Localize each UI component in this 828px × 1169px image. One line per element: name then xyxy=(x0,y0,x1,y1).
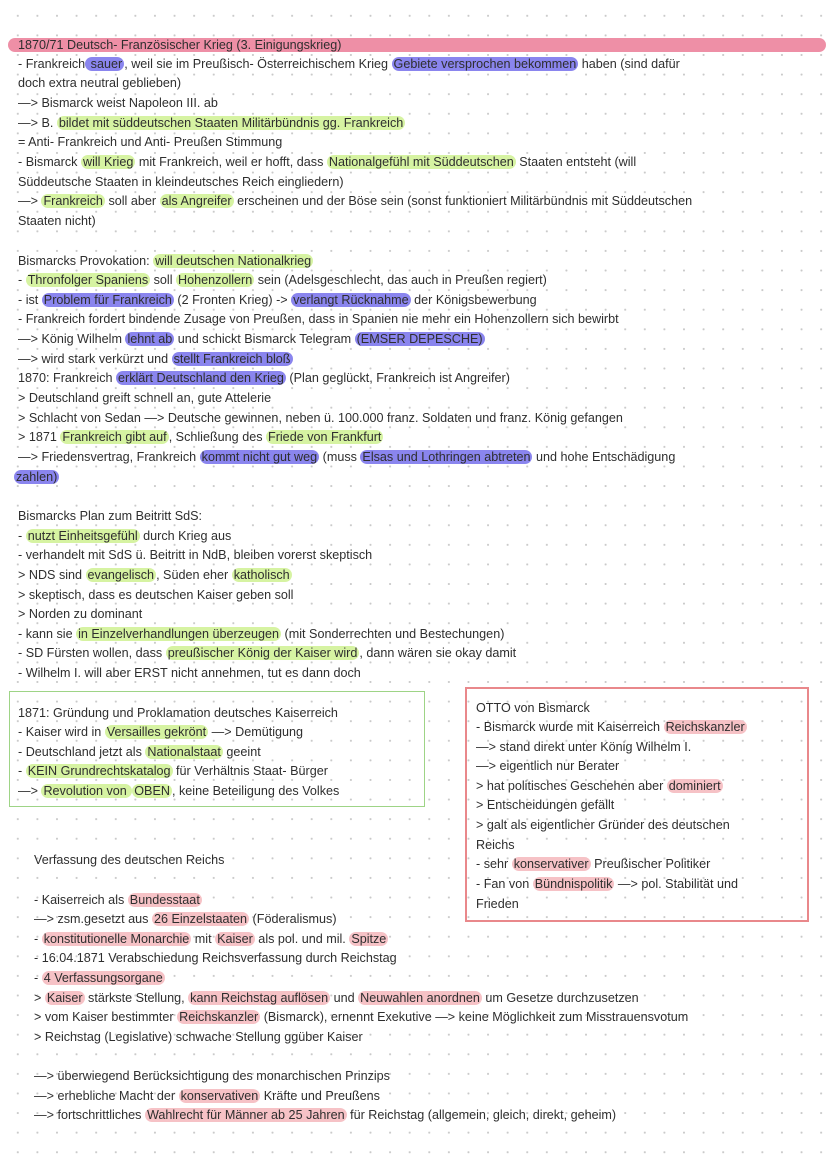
text-line: doch extra neutral geblieben) xyxy=(18,76,182,90)
text-line: > 1871 Frankreich gibt auf , Schließung des Friede von Frankfurt xyxy=(18,430,382,444)
text-line: > vom Kaiser bestimmter Reichskanzler (Bismarck), ernennt Exekutive —> keine Möglichkeit zum Misstrauensvotum xyxy=(34,1010,689,1024)
text-line: - Frankreich fordert bindende Zusage von Preußen, dass in Spanien nie mehr ein Hohenzollern sich bewirbt xyxy=(18,312,619,326)
text-line: Staaten nicht) xyxy=(18,214,96,228)
text-line: > skeptisch, dass es deutschen Kaiser geben soll xyxy=(18,588,294,602)
text-line: —> Frankreich soll aber als Angreifer erscheinen und der Böse sein (sonst funktioniert Militärbündnis mit Süddeutschen xyxy=(18,194,693,208)
text-line: 1870: Frankreich erklärt Deutschland den Krieg (Plan geglückt, Frankreich ist Angreifer) xyxy=(18,371,510,385)
box-title: 1871: Gründung und Proklamation deutsches Kaiserreich xyxy=(18,706,338,720)
text-line: > Norden zu dominant xyxy=(18,607,143,621)
text-line: > Deutschland greift schnell an, gute Attelerie xyxy=(18,391,272,405)
text-line: - Thronfolger Spaniens soll Hohenzollern sein (Adelsgeschlecht, das auch in Preußen regiert) xyxy=(18,273,547,287)
text-line: —> König Wilhelm lehnt ab und schickt Bismarck Telegram (EMSER DEPESCHE) xyxy=(18,332,483,346)
text-line: —> Friedensvertrag, Frankreich kommt nicht gut weg (muss Elsas und Lothringen abtreten und hohe Entschädigung xyxy=(18,450,676,464)
text-line: —> Bismarck weist Napoleon III. ab xyxy=(18,96,218,110)
text-line: - verhandelt mit SdS ü. Beitritt in NdB, bleiben vorerst skeptisch xyxy=(18,548,373,562)
text-line: zahlen) xyxy=(16,470,58,484)
text-line: > Kaiser stärkste Stellung, kann Reichstag auflösen und Neuwahlen anordnen um Gesetze durchzusetzen xyxy=(34,991,639,1005)
text-line: - KEIN Grundrechtskatalog für Verhältnis Staat- Bürger xyxy=(18,764,328,778)
box-title: OTTO von Bismarck xyxy=(476,701,590,715)
text-line: Frieden xyxy=(476,897,519,911)
text-line: —> erhebliche Macht der konservativen Kräfte und Preußens xyxy=(34,1089,380,1103)
text-line: - Bismarck wurde mit Kaiserreich Reichskanzler xyxy=(476,720,745,734)
text-line: - ist Problem für Frankreich (2 Fronten Krieg) -> verlangt Rücknahme der Königsbewerbung xyxy=(18,293,537,307)
text-line: - sehr konservativer Preußischer Politiker xyxy=(476,857,711,871)
text-line: > Entscheidungen gefällt xyxy=(476,798,615,812)
section-heading: Bismarcks Provokation: will deutschen Nationalkrieg xyxy=(18,254,312,268)
text-line: - 16.04.1871 Verabschiedung Reichsverfassung durch Reichstag xyxy=(34,951,397,965)
text-line: - SD Fürsten wollen, dass preußischer König der Kaiser wird , dann wären sie okay damit xyxy=(18,646,517,660)
text-line: - Deutschland jetzt als Nationalstaat geeint xyxy=(18,745,261,759)
section-heading: Bismarcks Plan zum Beitritt SdS: xyxy=(18,509,203,523)
text-line: - nutzt Einheitsgefühl durch Krieg aus xyxy=(18,529,232,543)
text-line: —> B. bildet mit süddeutschen Staaten Militärbündnis gg. Frankreich xyxy=(18,116,404,130)
text-line: - kann sie in Einzelverhandlungen überzeugen (mit Sonderrechten und Bestechungen) xyxy=(18,627,505,641)
text-line: - Frankreich sauer , weil sie im Preußisch- Österreichischem Krieg Gebiete versprochen bekommen haben (sind dafür xyxy=(18,57,680,71)
text-line: > Schlacht von Sedan —> Deutsche gewinnen, neben ü. 100.000 franz. Soldaten und franz. König gefangen xyxy=(18,411,623,425)
text-line: > NDS sind evangelisch , Süden eher katholisch xyxy=(18,568,290,582)
text-line: - Kaiserreich als Bundesstaat xyxy=(34,893,200,907)
text-line: —> stand direkt unter König Wilhelm I. xyxy=(476,740,692,754)
text-line: —> zsm.gesetzt aus 26 Einzelstaaten (Föderalismus) xyxy=(34,912,337,926)
text-line: - Kaiser wird in Versailles gekrönt —> Demütigung xyxy=(18,725,304,739)
text-line: > Reichstag (Legislative) schwache Stellung ggüber Kaiser xyxy=(34,1030,363,1044)
section-heading: Verfassung des deutschen Reichs xyxy=(34,853,225,867)
text-line: —> Revolution von OBEN , keine Beteiligung des Volkes xyxy=(18,784,340,798)
text-line: > galt als eigentlicher Gründer des deutschen xyxy=(476,818,730,832)
text-line: —> fortschrittliches Wahlrecht für Männer ab 25 Jahren für Reichstag (allgemein, gleich, direkt, geheim) xyxy=(34,1108,617,1122)
text-line: - Bismarck will Krieg mit Frankreich, weil er hofft, dass Nationalgefühl mit Süddeutschen Staaten entsteht (will xyxy=(18,155,637,169)
text-line: = Anti- Frankreich und Anti- Preußen Stimmung xyxy=(18,135,283,149)
section-title: 1870/71 Deutsch- Französischer Krieg (3. Einigungskrieg) xyxy=(18,38,342,52)
text-line: —> wird stark verkürzt und stellt Frankreich bloß xyxy=(18,352,291,366)
text-line: - Wilhelm I. will aber ERST nicht annehmen, tut es dann doch xyxy=(18,666,361,680)
text-line: —> eigentlich nur Berater xyxy=(476,759,620,773)
text-line: - Fan von Bündnispolitik —> pol. Stabilität und xyxy=(476,877,738,891)
text-line: - konstitutionelle Monarchie mit Kaiser als pol. und mil. Spitze xyxy=(34,932,387,946)
text-line: Reichs xyxy=(476,838,515,852)
text-line: > hat politisches Geschehen aber dominiert xyxy=(476,779,721,793)
text-line: Süddeutsche Staaten in kleindeutsches Reich eingliedern) xyxy=(18,175,344,189)
text-line: - 4 Verfassungsorgane xyxy=(34,971,163,985)
text-line: —> überwiegend Berücksichtigung des monarchischen Prinzips xyxy=(34,1069,390,1083)
